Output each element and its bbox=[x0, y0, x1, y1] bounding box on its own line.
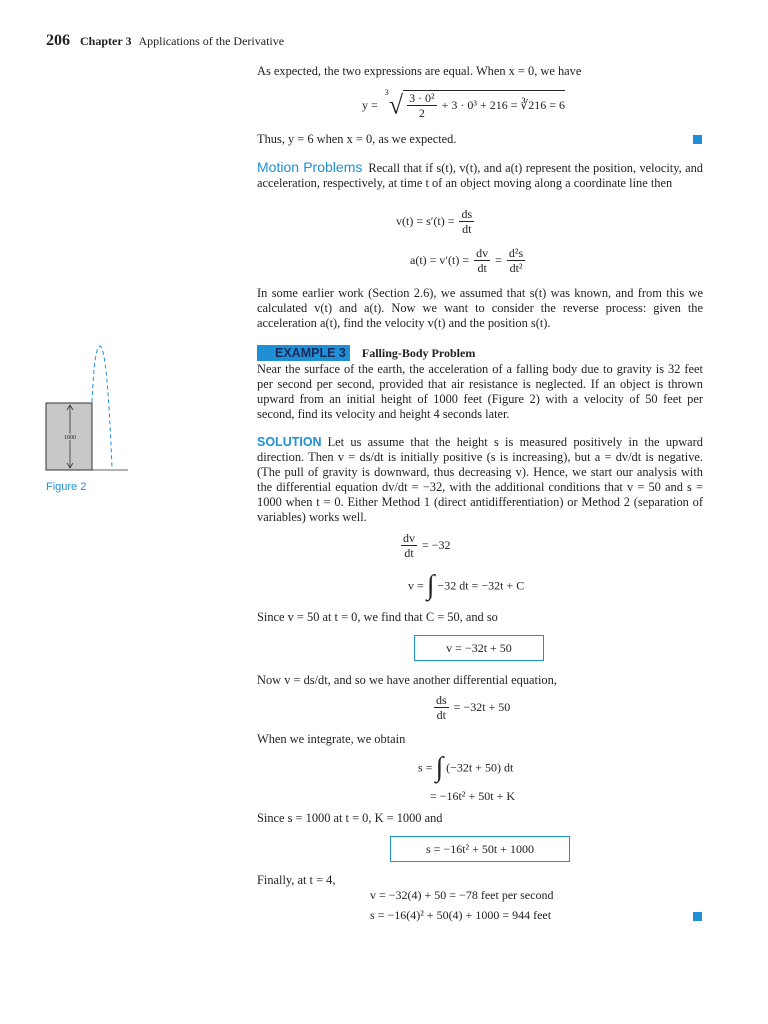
end-of-proof-square bbox=[693, 135, 702, 144]
intro-text: As expected, the two expressions are equal. When x = 0, we have bbox=[257, 64, 582, 78]
final-velocity: v = −32(4) + 50 = −78 feet per second bbox=[370, 888, 554, 902]
solution-paragraph: SOLUTION Let us assume that the height s is measured positively in the upward direction. Then v = ds/dt is initially positive (s is increasing), but a = dv/dt is negative. (The pull of gravity is downward, thus decreasing v). Hence, we start our analysis with the differential equation dv/dt = −32, with the additional conditions that v = 50 and s = 1000 when t = 0. Either Method 1 (direct antidifferentiation) or Method 2 (separation of variables) works well. bbox=[257, 435, 703, 524]
intro-conclusion: Thus, y = 6 when x = 0, as we expected. bbox=[257, 132, 457, 146]
cube-root-index: 3 bbox=[384, 88, 389, 97]
example-text: Near the surface of the earth, the acceleration of a falling body due to gravity is 32 feet per second per second, provided that air resistance is neglected. If an object is thrown upward from an initial height of 1000 feet (Figure 2) with a velocity of 50 feet per second, find its velocity and height 4 seconds later. bbox=[257, 362, 703, 421]
reverse-process-paragraph: In some earlier work (Section 2.6), we assumed that s(t) was known, and from this we calculated v(t) and a(t). Now we want to consider the reverse process: given the acceleration a(t), find the velocity v(t) and the position s(t). bbox=[257, 286, 703, 330]
height-label: 1000 bbox=[64, 435, 76, 441]
page-number: 206 bbox=[46, 32, 70, 49]
trajectory-path bbox=[92, 346, 112, 468]
radical-sign: √ bbox=[388, 90, 404, 120]
integral-sign: ∫ bbox=[435, 752, 444, 783]
equation-y-root: y = $^3$√ $\frac{\text{3 · 0²}}{2}$ + 3 · 0³ + 216 = ∛216 = 6 bbox=[362, 88, 565, 120]
motion-heading: Motion Problems bbox=[257, 159, 363, 175]
chapter-label: Chapter 3 bbox=[80, 34, 132, 48]
example-title: Falling-Body Problem bbox=[361, 346, 476, 360]
figure-caption: Figure 2 bbox=[46, 481, 87, 493]
equation-acceleration: a(t) = v′(t) = $\frac{dv}{dt}$ = $\frac{\text{d²s}}{\text{dt²}}$ bbox=[410, 246, 524, 275]
equation-dv-dt: $\frac{dv}{dt}$ = −32 bbox=[403, 531, 451, 560]
equation-ds-dt: $\frac{ds}{dt}$ = −32t + 50 bbox=[436, 693, 511, 722]
example-header bbox=[257, 344, 475, 362]
boxed-position: s = −16t² + 50t + 1000 bbox=[390, 836, 570, 862]
since-s-text: Since s = 1000 at t = 0, K = 1000 and bbox=[257, 811, 443, 825]
solution-label: SOLUTION bbox=[257, 435, 322, 449]
boxed-velocity: v = −32t + 50 bbox=[414, 635, 544, 661]
chapter-title: Applications of the Derivative bbox=[138, 34, 285, 48]
integral-sign: ∫ bbox=[426, 570, 435, 601]
equation-s-integral: s = ∫ (−32t + 50) dt bbox=[418, 752, 514, 783]
motion-paragraph: Motion Problems Recall that if s(t), v(t), and a(t) represent the position, velocity, and acceleration, respectively, at time t of an object moving along a coordinate line then bbox=[257, 159, 703, 190]
equation-s-result: = −16t² + 50t + K bbox=[430, 789, 516, 803]
page-header bbox=[46, 32, 284, 50]
figure-2-diagram bbox=[40, 340, 130, 480]
equation-v-integral: v = ∫ −32 dt = −32t + C bbox=[408, 570, 525, 601]
end-of-example-square bbox=[693, 912, 702, 921]
equation-velocity: v(t) = s′(t) = $\frac{ds}{dt}$ bbox=[396, 207, 473, 236]
example-label: EXAMPLE 3 bbox=[257, 345, 350, 361]
finally-text: Finally, at t = 4, bbox=[257, 873, 336, 887]
final-position: s = −16(4)² + 50(4) + 1000 = 944 feet bbox=[370, 908, 552, 922]
integrate-text: When we integrate, we obtain bbox=[257, 732, 406, 746]
now-text: Now v = ds/dt, and so we have another differential equation, bbox=[257, 673, 557, 687]
since-v-text: Since v = 50 at t = 0, we find that C = 50, and so bbox=[257, 610, 498, 624]
